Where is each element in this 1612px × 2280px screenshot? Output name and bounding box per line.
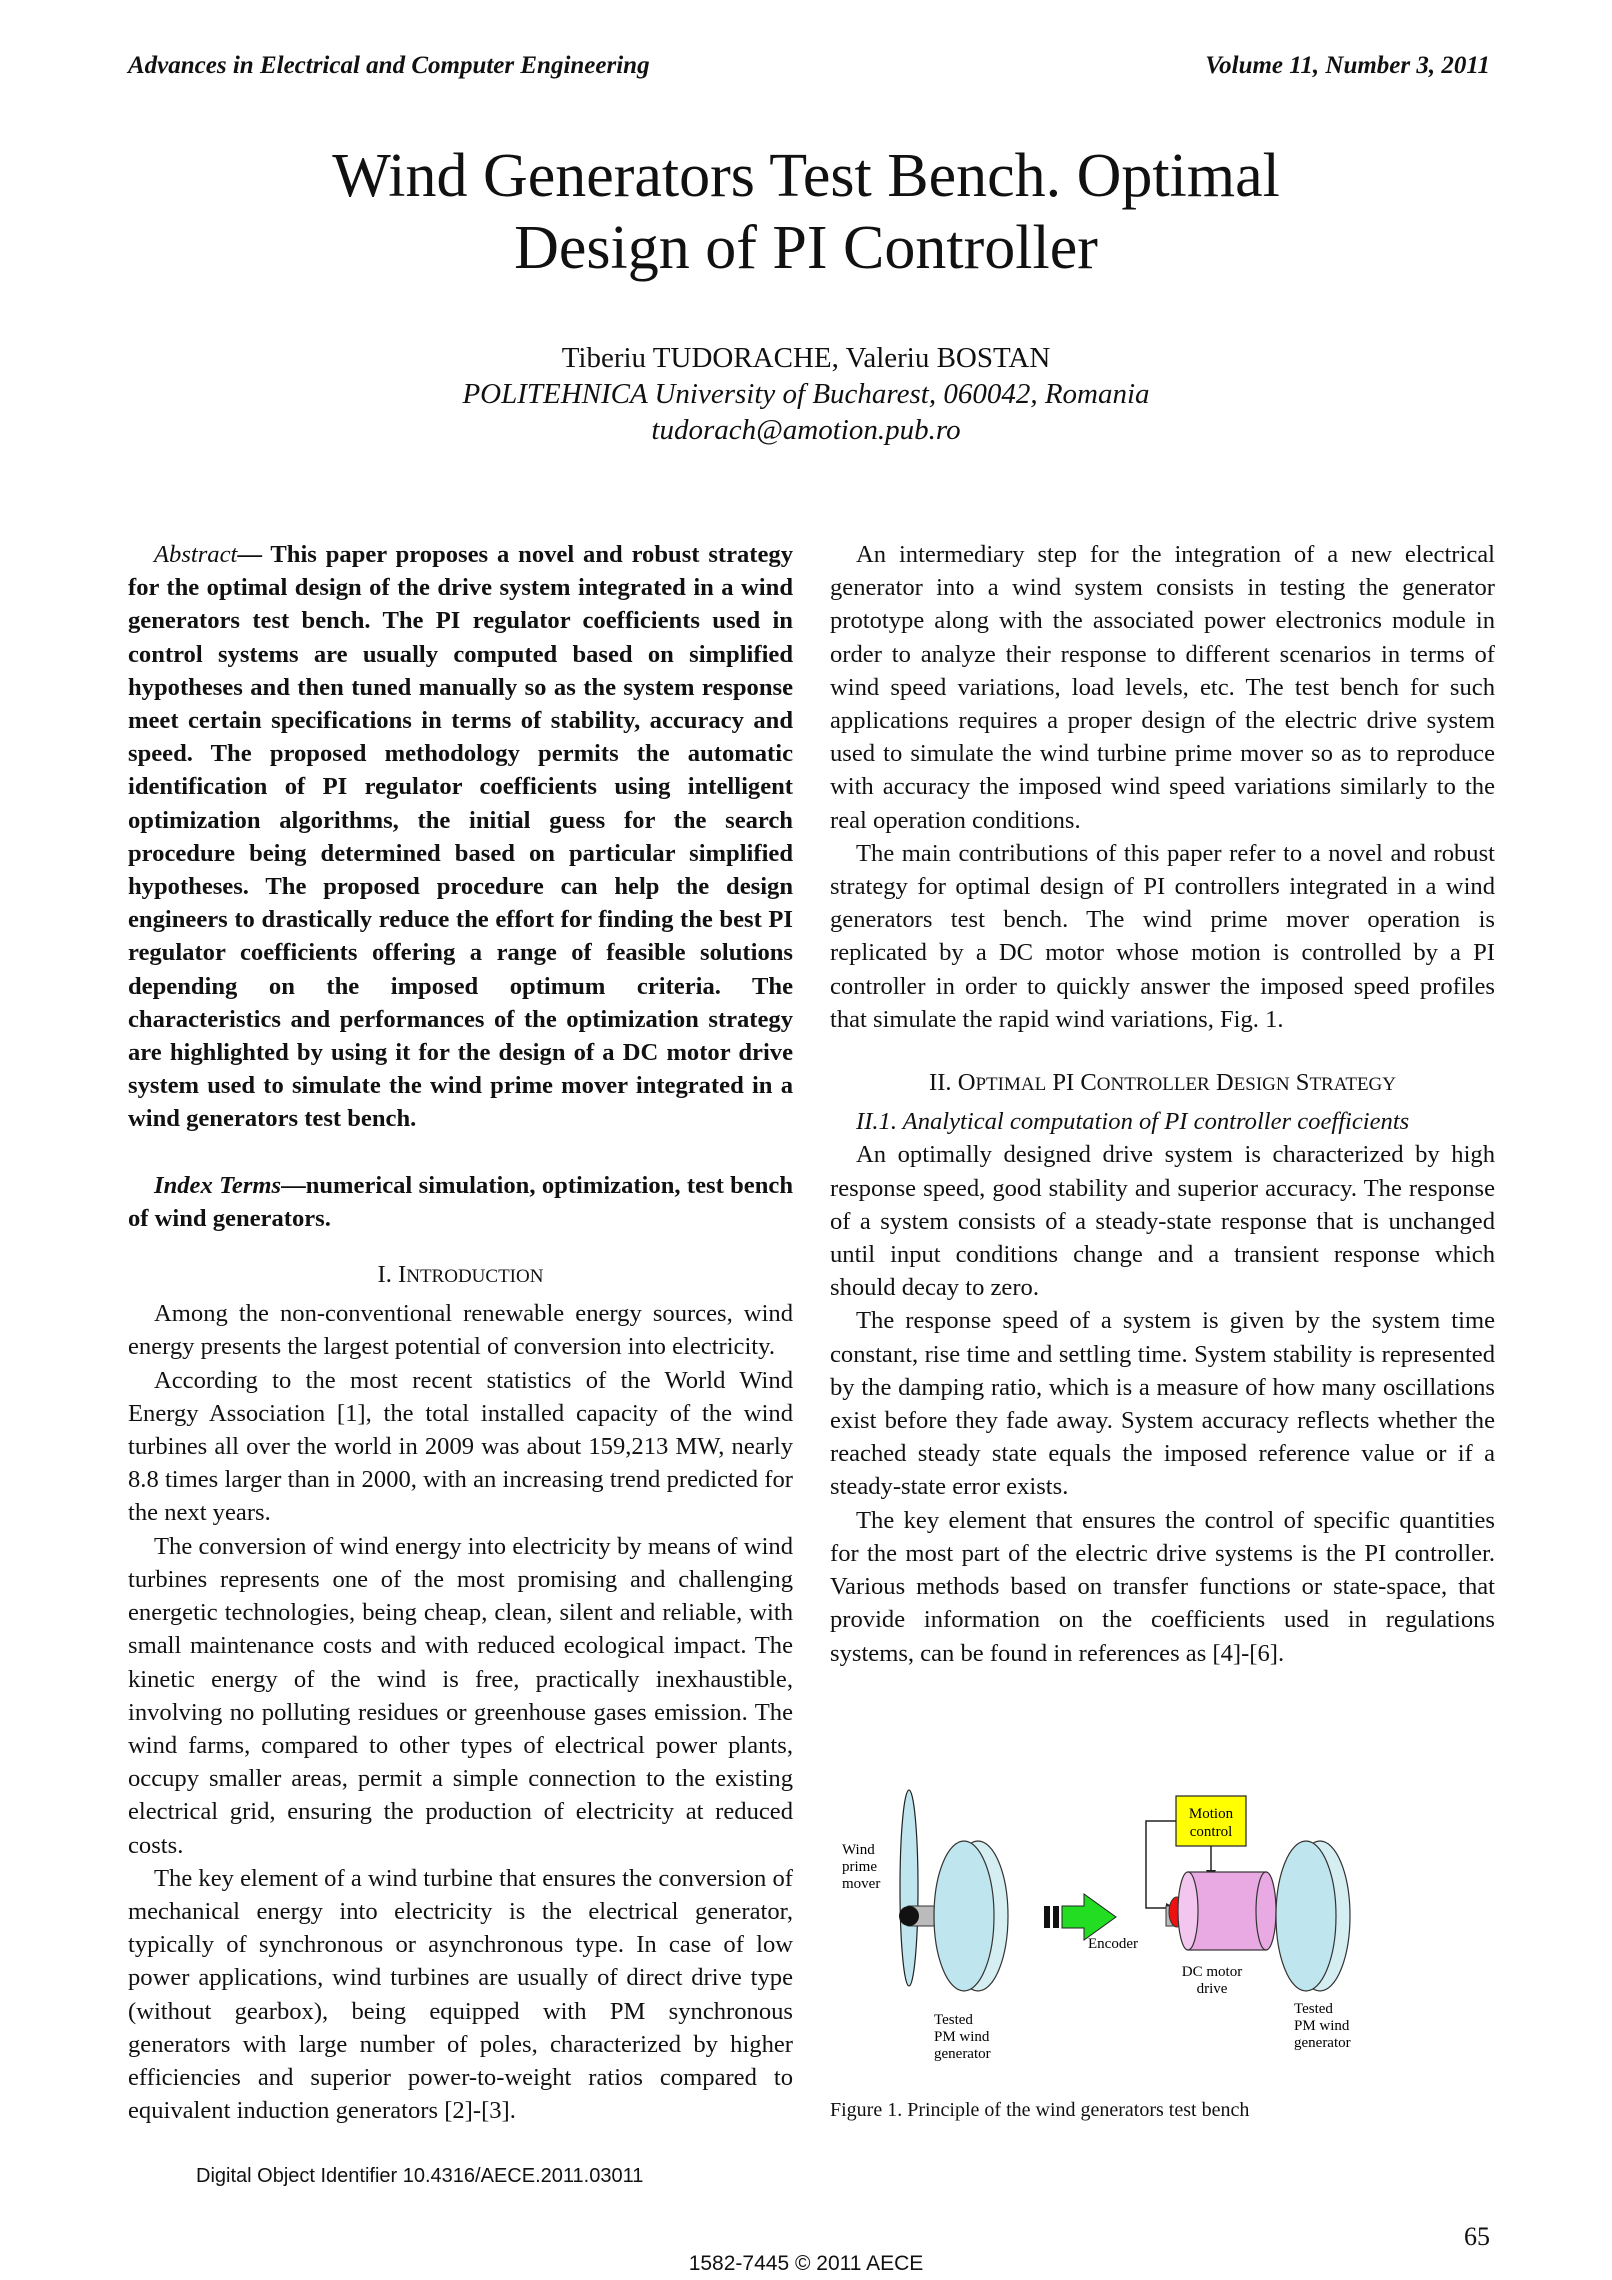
abstract-text: — This paper proposes a novel and robust strategy for the optimal design of the drive system integrated in a wind generators test bench. The PI regulator coefficients used in control systems are usually computed based on simplified hypotheses and then tuned manually so as the system response meet certain specifications in terms of stability, accuracy and speed. The proposed methodology permits the automatic identification of PI regulator coefficients using intelligent optimization algorithms, the initial guess for the search procedure being determined based on particular simplified hypotheses. The proposed procedure can help the design engineers to drastically reduce the effort for finding the best PI regulator coefficients offering a range of feasible solutions depending on the imposed optimum criteria. The characteristics and performances of the optimization strategy are highlighted by using it for the design of a DC motor drive system used to simulate the wind prime mover integrated in a wind generators test bench.: [128, 541, 793, 1133]
title-line-2: Design of PI Controller: [514, 214, 1098, 282]
hub-icon: [899, 1906, 919, 1926]
intro-paragraph: According to the most recent statistics of the World Wind Energy Association [1], the total installed capacity of the wind turbines all over the world in 2009 was about 159,213 MW, nearly 8.8 times larger than in 2000, with an increasing trend predicted for the next years.: [128, 1366, 793, 1527]
body-paragraph: The response speed of a system is given by the system time constant, rise time and settling time. System stability is represented by the damping ratio, which is a measure of how many oscillations exist before they fade away. System accuracy reflects whether the reached steady state equals the imposed reference value or if a steady-state error exists.: [830, 1307, 1495, 1501]
body-paragraph: The main contributions of this paper refer to a novel and robust strategy for optimal design of PI controllers integrated in a wind generators test bench. The wind prime mover operation is replicated by a DC motor whose motion is controlled by a PI controller in order to quickly answer the imposed speed profiles that simulate the rapid wind variations, Fig. 1.: [830, 839, 1495, 1033]
subsection-heading: II.1. Analytical computation of PI controller coefficients: [856, 1108, 1410, 1136]
label-generator-right: generator: [1294, 2035, 1351, 2051]
journal-name: Advances in Electrical and Computer Engineering: [128, 52, 650, 79]
label-pmwind-right: PM wind: [1294, 2018, 1350, 2034]
intro-paragraph: The conversion of wind energy into electricity by means of wind turbines represents one of the most promising and challenging energetic technologies, being cheap, clean, silent and reliable, with small maintenance costs and with reduced ecological impact. The kinetic energy of the wind is free, practically inexhaustible, involving no polluting residues or greenhouse gases emission. The wind farms, compared to other types of electrical power plants, occupy smaller areas, permit a simple connection to the existing electrical grid, ensuring the production of electricity at reduced costs.: [128, 1532, 793, 1859]
label-encoder: Encoder: [1088, 1936, 1138, 1952]
label-wind: Wind: [842, 1842, 875, 1858]
right-generator-disk-icon: [1276, 1841, 1336, 1991]
figure-caption: Figure 1. Principle of the wind generators test bench: [830, 2099, 1250, 2121]
doi: Digital Object Identifier 10.4316/AECE.2011.03011: [196, 2165, 644, 2187]
intro-paragraph: Among the non-conventional renewable energy sources, wind energy presents the largest potential of conversion into electricity.: [128, 1300, 793, 1361]
right-column: [830, 538, 1495, 1670]
index-terms-label: Index Terms: [154, 1171, 282, 1199]
affiliation: POLITEHNICA University of Bucharest, 060042, Romania: [462, 378, 1150, 410]
generator-disk-icon: [934, 1841, 994, 1991]
index-terms: [128, 1169, 793, 1235]
page-number: 65: [1464, 2222, 1490, 2251]
section-heading-introduction: I. INTRODUCTION: [377, 1261, 544, 1289]
issn-copyright: 1582-7445 © 2011 AECE: [688, 2252, 924, 2275]
turbine-blade-icon: [900, 1790, 918, 1986]
authors: Tiberiu TUDORACHE, Valeriu BOSTAN: [561, 342, 1051, 374]
label-motion: Motion: [1188, 1806, 1234, 1822]
transition-arrow-icon: [1044, 1894, 1116, 1940]
label-tested-left: Tested: [934, 2012, 973, 2028]
label-drive: drive: [1196, 1981, 1228, 1997]
abstract: [128, 538, 793, 1136]
volume-info: Volume 11, Number 3, 2011: [1205, 52, 1490, 79]
feedback-line: [1146, 1821, 1176, 1908]
figure-test-bench-diagram: [826, 1788, 1498, 2088]
paper-title: [0, 140, 1612, 284]
label-mover: mover: [842, 1876, 881, 1892]
label-dc-motor: DC motor: [1181, 1964, 1243, 1980]
index-terms-text: —numerical simulation, optimization, test bench of wind generators.: [128, 1171, 793, 1232]
title-line-1: Wind Generators Test Bench. Optimal: [332, 142, 1280, 210]
author-email[interactable]: tudorach@amotion.pub.ro: [651, 414, 961, 446]
body-paragraph: The key element that ensures the control of specific quantities for the most part of the electric drive systems is the PI controller. Various methods based on transfer functions or state-space, that provide information on the coefficients used in regulations systems, can be found in references as [4]-[6].: [830, 1506, 1495, 1667]
dc-motor-icon: [1188, 1872, 1266, 1950]
label-prime: prime: [842, 1859, 877, 1875]
body-paragraph: An intermediary step for the integration of a new electrical generator into a wind system consists in testing the generator prototype along with the associated power electronics module in order to analyze their response to different scenarios in terms of wind speed variations, load levels, etc. The test bench for such applications requires a proper design of the electric drive system used to simulate the wind turbine prime mover so as to reproduce with accuracy the imposed wind speed variations similarly to the real operation conditions.: [830, 541, 1495, 834]
body-paragraph: An optimally designed drive system is characterized by high response speed, good stability and superior accuracy. The response of a system consists of a steady-state response that is unchanged until input conditions change and a transient response which should decay to zero.: [830, 1141, 1495, 1302]
section-heading-strategy: II. OPTIMAL PI CONTROLLER DESIGN STRATEGY: [929, 1069, 1396, 1097]
label-control: control: [1189, 1824, 1233, 1840]
label-generator-left: generator: [934, 2046, 991, 2062]
intro-paragraph: The key element of a wind turbine that ensures the conversion of mechanical energy into electricity is the electrical generator, typically of synchronous or asynchronous type. In case of low power applications, wind turbines are usually of direct drive type (without gearbox), being equipped with PM synchronous generators with large number of poles, characterized by higher efficiencies and superior power-to-weight ratios compared to equivalent induction generators [2]-[3].: [128, 1864, 793, 2125]
left-column: [128, 538, 793, 2127]
label-tested-right: Tested: [1294, 2001, 1333, 2017]
abstract-label: Abstract: [154, 541, 238, 568]
label-pmwind-left: PM wind: [934, 2029, 990, 2045]
